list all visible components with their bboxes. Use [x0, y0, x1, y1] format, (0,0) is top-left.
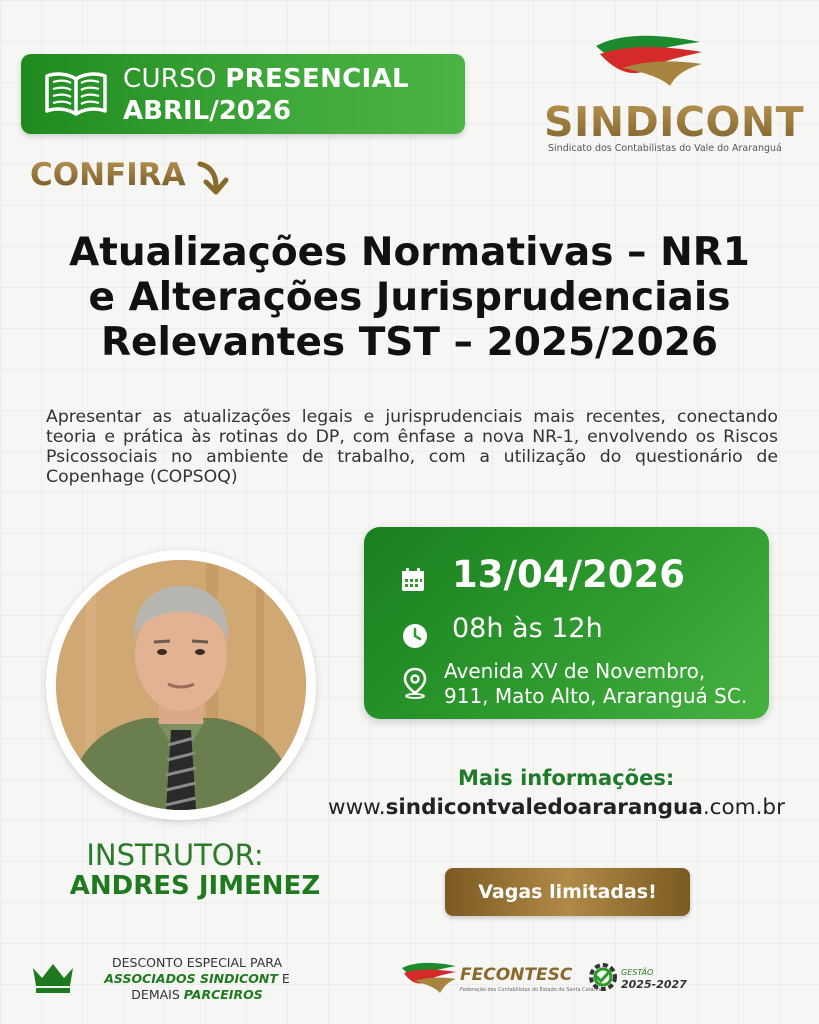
location-pin-icon: [402, 667, 428, 699]
course-title: [20, 230, 799, 365]
website-link[interactable]: www.sindicontvaledoararangua.com.br: [328, 795, 785, 820]
logo-name: SINDICONT: [544, 98, 805, 146]
calendar-icon: [400, 567, 426, 593]
limited-spots-badge: Vagas limitadas!: [445, 868, 690, 916]
title-line: Relevantes TST – 2025/2026: [101, 320, 718, 365]
gestao-label: GESTÃO: [621, 968, 654, 977]
event-info-box: [364, 527, 769, 719]
fecontesc-logo: [400, 958, 604, 998]
clock-icon: [402, 623, 428, 649]
sindicont-emblem-icon: [592, 30, 712, 94]
course-period: ABRIL/2026: [123, 96, 292, 126]
discount-line: DESCONTO ESPECIAL PARA: [111, 955, 282, 970]
address-line: 911, Mato Alto, Araranguá SC.: [444, 684, 748, 708]
event-date: 13/04/2026: [452, 553, 685, 596]
title-line: e Alterações Jurisprudenciais: [88, 275, 731, 320]
more-info-label: Mais informações:: [458, 766, 675, 790]
course-badge: [21, 54, 465, 134]
instructor-portrait-icon: [56, 560, 306, 810]
instructor-name: ANDRES JIMENEZ: [69, 871, 321, 901]
fecontesc-emblem-icon: [400, 960, 458, 996]
crown-icon: [30, 960, 76, 994]
course-type: CURSO PRESENCIAL: [123, 64, 409, 94]
discount-line: DEMAIS PARCEIROS: [131, 987, 263, 1002]
fecontesc-name: FECONTESC: [460, 965, 573, 985]
sindicont-logo: [540, 30, 805, 160]
confira-label: CONFIRA: [30, 157, 186, 193]
gear-icon: [585, 959, 621, 995]
gestao-badge: [585, 955, 685, 1000]
fecontesc-tagline: Federação dos Contabilistas do Estado de Santa Catarina: [460, 987, 604, 993]
event-address: [444, 659, 747, 709]
arrow-down-right-icon: [196, 160, 230, 196]
discount-note: [92, 955, 302, 1003]
instructor-label: INSTRUTOR:: [86, 838, 264, 872]
instructor-photo: [56, 560, 306, 810]
title-line: Atualizações Normativas – NR1: [69, 230, 750, 275]
course-description: Apresentar as atualizações legais e jurisprudenciais mais recentes, conectando teoria e prática às rotinas do DP, com ênfase a nova NR-1, envolvendo os Riscos Psicossociais no ambiente de trabalho, com a utilização do questionário de Copenhage (COPSOQ): [46, 407, 778, 487]
discount-line: ASSOCIADOS SINDICONT E: [104, 971, 290, 986]
logo-tagline: Sindicato dos Contabilistas do Vale do Araranguá: [548, 143, 782, 154]
book-icon: [43, 71, 109, 117]
gestao-years: 2025-2027: [621, 978, 687, 991]
event-time: 08h às 12h: [452, 613, 603, 644]
address-line: Avenida XV de Novembro,: [444, 659, 706, 683]
